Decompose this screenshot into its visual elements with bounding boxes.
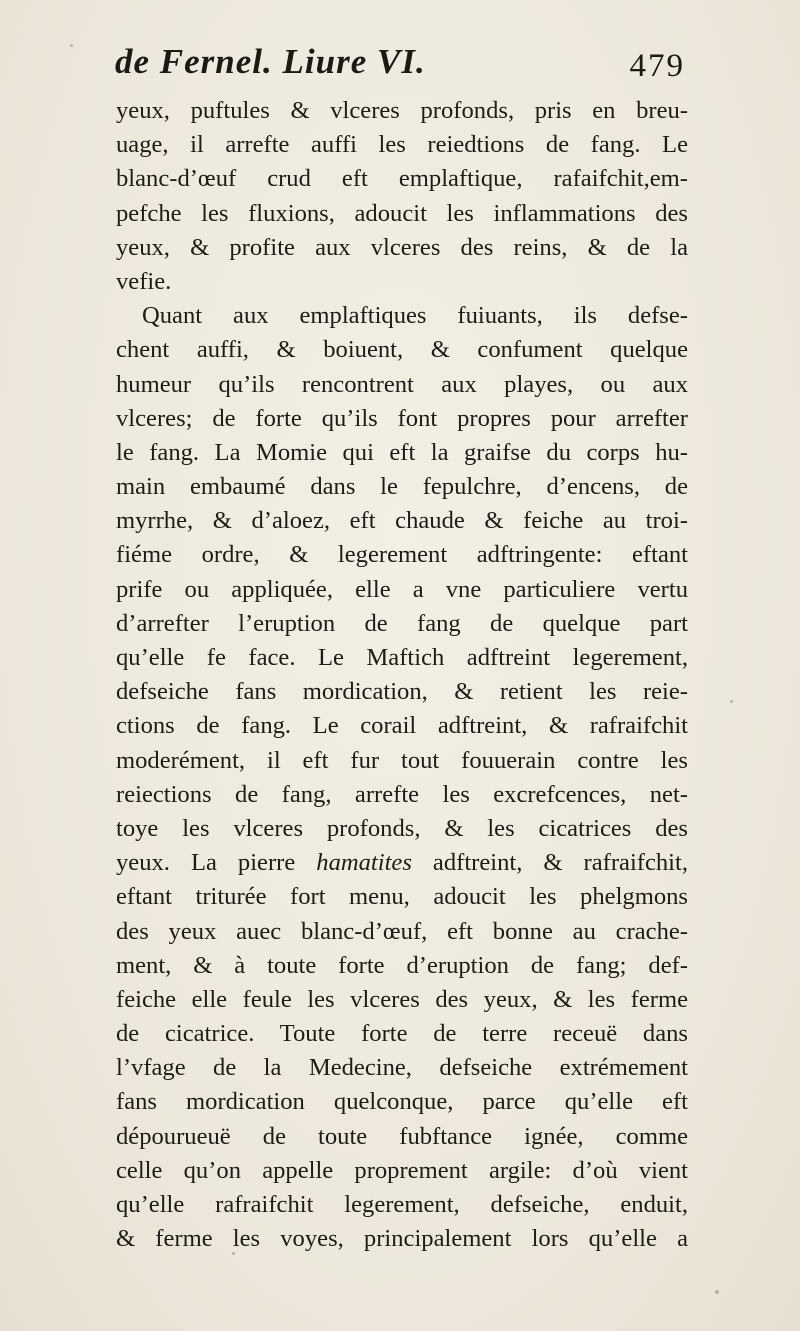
text-line: yeux. La pierre hamatites adftreint, & rafraifchit, xyxy=(116,849,688,877)
running-title: de Fernel. Liure VI. xyxy=(115,42,426,81)
text-line: le fang. La Momie qui eft la graifse du corps hu- xyxy=(116,438,688,466)
page-header xyxy=(115,36,685,92)
paper-speck xyxy=(70,44,73,47)
text-line: eftant triturée fort menu, adoucit les phelgmons xyxy=(116,883,688,911)
text-line: yeux, & profite aux vlceres des reins, & de la xyxy=(116,233,688,261)
text-line: & ferme les voyes, principalement lors qu’elle a xyxy=(116,1225,688,1253)
italic-term: hamatites xyxy=(316,849,412,877)
text-line: vlceres; de forte qu’ils font propres pour arrefter xyxy=(116,404,688,432)
text-line: humeur qu’ils rencontrent aux playes, ou aux xyxy=(116,370,688,398)
text-line: feiche elle feule les vlceres des yeux, & les ferme xyxy=(116,985,688,1013)
text-line: fiéme ordre, & legerement adftringente: eftant xyxy=(116,541,688,569)
page-number: 479 xyxy=(629,48,685,84)
text-line: l’vfage de la Medecine, defseiche extrémement xyxy=(116,1054,688,1082)
text-line: prife ou appliquée, elle a vne particuliere vertu xyxy=(116,575,688,603)
text-line: fans mordication quelconque, parce qu’elle eft xyxy=(116,1088,688,1116)
paper-speck xyxy=(730,700,733,703)
text-line: reiections de fang, arrefte les excrefcences, net- xyxy=(116,780,688,808)
text-line: dépourueuë de toute fubftance ignée, comme xyxy=(116,1122,688,1150)
text-line: de cicatrice. Toute forte de terre receuë dans xyxy=(116,1020,688,1048)
text-line: toye les vlceres profonds, & les cicatrices des xyxy=(116,814,688,842)
text-line: ment, & à toute forte d’eruption de fang; def- xyxy=(116,951,688,979)
body-text xyxy=(116,94,688,1256)
text-line: des yeux auec blanc-d’œuf, eft bonne au crache- xyxy=(116,917,688,945)
text-line: vefie. xyxy=(116,267,172,295)
text-line: d’arrefter l’eruption de fang de quelque part xyxy=(116,609,688,637)
text-line: myrrhe, & d’aloez, eft chaude & feiche au troi- xyxy=(116,507,688,535)
text-line: uage, il arrefte auffi les reiedtions de fang. Le xyxy=(116,131,688,159)
text-line: defseiche fans mordication, & retient les reie- xyxy=(116,678,688,706)
text-line: celle qu’on appelle proprement argile: d’où vient xyxy=(116,1156,688,1184)
paper-speck xyxy=(715,1290,719,1294)
text-line: pefche les fluxions, adoucit les inflammations des xyxy=(116,199,688,227)
text-line: qu’elle rafraifchit legerement, defseiche, enduit, xyxy=(116,1191,688,1218)
text-line: ctions de fang. Le corail adftreint, & rafraifchit xyxy=(116,712,688,740)
text-line: yeux, puftules & vlceres profonds, pris en breu- xyxy=(116,97,688,124)
text-line: blanc-d’œuf crud eft emplaftique, rafaifchit,em- xyxy=(116,165,688,193)
text-line: Quant aux emplaftiques fuiuants, ils defse- xyxy=(142,302,688,330)
text-line: qu’elle fe face. Le Maftich adftreint legerement, xyxy=(116,644,688,671)
text-line: chent auffi, & boiuent, & confument quelque xyxy=(116,336,688,364)
text-line: moderément, il eft fur tout fouuerain contre les xyxy=(116,746,688,774)
text-line: main embaumé dans le fepulchre, d’encens, de xyxy=(116,473,688,501)
